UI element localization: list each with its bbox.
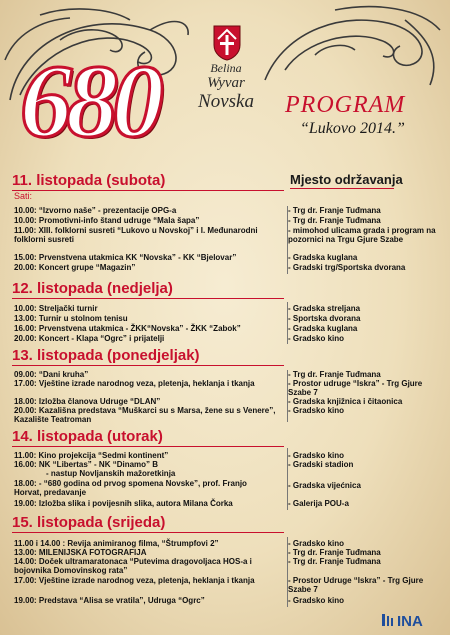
event-item: 13.00: Turnir u stolnom tenisu: [14, 314, 128, 323]
event-item: 09.00: “Dani kruha”: [14, 370, 89, 379]
event-venue: - Gradska knjižnica i čitaonica: [288, 397, 403, 406]
right-swirl-ornament: [255, 0, 450, 95]
day-heading: 13. listopada (ponedjeljak): [12, 347, 284, 366]
event-item: 20.00: Koncert - Klapa “Ogrc” i prijatelji: [14, 334, 165, 343]
event-item: 14.00: Doček ultramaratonaca “Putevima dragovoljaca HOS-a i bojovnika Domovinskog rata”: [14, 557, 252, 575]
event-venue: - Trg dr. Franje Tuđmana: [288, 206, 381, 215]
town-line-1: Belina: [210, 61, 242, 75]
event-item: 16.00: Prvenstvena utakmica - ŽKK“Novska” - ŽKK “Zabok”: [14, 324, 241, 333]
event-venue: - Prostor udruge “Iskra” - Trg Gjure Szabe 7: [288, 379, 423, 397]
event-venue: - Gradski stadion: [288, 460, 354, 469]
ina-sponsor-logo: [382, 611, 440, 629]
event-item: 13.00: MILENIJSKA FOTOGRAFIJA: [14, 548, 147, 557]
event-item: 10.00: Streljački turnir: [14, 304, 98, 313]
anniversary-number: 680: [20, 44, 158, 159]
town-line-3: Novska: [198, 91, 254, 112]
event-item: 18.00: Izložba članova Udruge “DLAN”: [14, 397, 161, 406]
event-venue: - Trg dr. Franje Tuđmana: [288, 370, 381, 379]
event-venue: - Gradsko kino: [288, 451, 345, 460]
event-item: 11.00 i 14.00 : Revija animiranog filma, “Štrumpfovi 2”: [14, 539, 219, 548]
event-item: 11.00: XIII. folklorni susreti “Lukovo u Novskoj” i I. Međunarodni folklorni susreti: [14, 226, 258, 244]
event-venue: - Trg dr. Franje Tuđmana: [288, 548, 381, 557]
venue-column-header: Mjesto održavanja: [290, 172, 403, 187]
town-crest-icon: [213, 25, 241, 61]
event-item: 10.00: “Izvorno naše” - prezentacije OPG-a: [14, 206, 177, 215]
event-venue: - Gradsko kino: [288, 406, 345, 415]
event-venue: - Gradska streljana: [288, 304, 361, 313]
town-line-2: Wyvar: [207, 75, 245, 91]
event-venue: - Gradska vijećnica: [288, 481, 361, 490]
event-item: 10.00: Promotivni-info štand udruge “Mala šapa”: [14, 216, 200, 225]
event-item: 19.00: Izložba slika i povijesnih slika, autora Milana Čorka: [14, 499, 233, 508]
event-item: 18.00: - “680 godina od prvog spomena Novske”, prof. Franjo Horvat, predavanje: [14, 479, 247, 497]
event-venue: - Gradsko kino: [288, 596, 345, 605]
venue-header-rule: [290, 188, 394, 189]
event-venue: - Trg dr. Franje Tuđmana: [288, 216, 381, 225]
event-item: 17.00: Vještine izrade narodnog veza, pletenja, heklanja i tkanja: [14, 576, 255, 585]
program-title: PROGRAM: [285, 92, 406, 118]
event-venue: - Trg dr. Franje Tuđmana: [288, 557, 381, 566]
event-venue: - Gradsko kino: [288, 334, 345, 343]
event-item: - nastup Novljanskih mažoretkinja: [46, 469, 176, 478]
ina-logo-text: INA: [397, 613, 423, 629]
day-heading: 12. listopada (nedjelja): [12, 280, 284, 299]
event-venue: - Galerija POU-a: [288, 499, 349, 508]
event-venue: - Gradska kuglana: [288, 324, 358, 333]
event-item: 11.00: Kino projekcija “Sedmi kontinent”: [14, 451, 169, 460]
day-heading: 11. listopada (subota): [12, 172, 284, 191]
event-item: 19.00: Predstava “Alisa se vratila”, Udruga “Ogrc”: [14, 596, 205, 605]
event-item: 20.00: Kazališna predstava “Muškarci su s Marsa, žene su s Venere”, Kazalište Teatroman: [14, 406, 276, 424]
event-venue: - Gradsko kino: [288, 539, 345, 548]
event-item: 16.00: NK “Libertas” - NK “Dinamo” B: [14, 460, 159, 469]
times-label: Sati:: [14, 191, 33, 201]
day-heading: 15. listopada (srijeda): [12, 514, 284, 533]
event-item: 15.00: Prvenstvena utakmica KK “Novska” - KK “Bjelovar”: [14, 253, 237, 262]
program-subtitle: “Lukovo 2014.”: [300, 120, 405, 137]
day-heading: 14. listopada (utorak): [12, 428, 284, 447]
event-venue: - Prostor Udruge “Iskra” - Trg Gjure Szabe 7: [288, 576, 424, 594]
event-venue: - Sportska dvorana: [288, 314, 361, 323]
event-venue: - Gradski trg/Sportska dvorana: [288, 263, 406, 272]
event-venue: - Gradska kuglana: [288, 253, 358, 262]
town-name-block: [180, 62, 272, 112]
event-item: 20.00: Koncert grupe “Magazin”: [14, 263, 136, 272]
event-item: 17.00: Vještine izrade narodnog veza, pletenja, heklanja i tkanja: [14, 379, 255, 388]
event-venue: - mimohod ulicama grada i program na pozornici na Trgu Gjure Szabe: [288, 226, 436, 244]
